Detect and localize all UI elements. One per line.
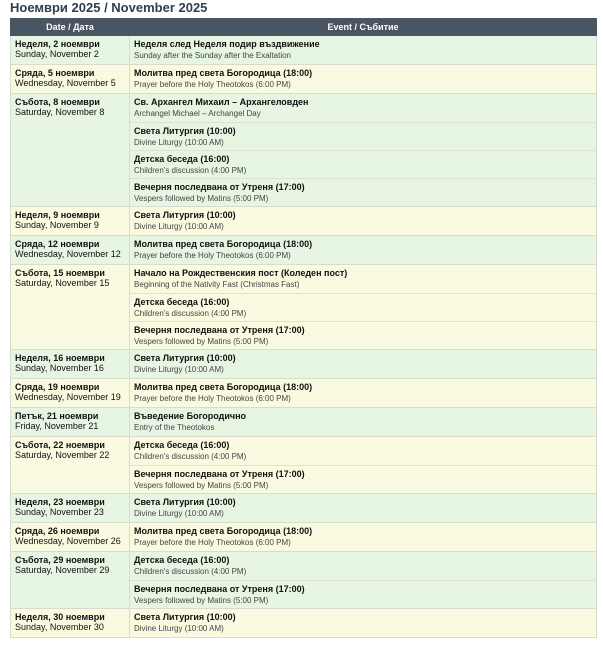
event-title-en: Entry of the Theotokos (134, 423, 215, 432)
event-item (130, 350, 596, 378)
table-row (11, 265, 597, 350)
date-cell (11, 408, 130, 437)
event-title-en: Children's discussion (4:00 PM) (134, 567, 247, 576)
table-row (11, 379, 597, 408)
event-title-bg: Неделя след Неделя подир въздвижение (134, 39, 320, 49)
date-bg: Събота, 15 ноември (15, 268, 105, 278)
table-row (11, 94, 597, 207)
event-title-bg: Света Литургия (10:00) (134, 126, 236, 136)
event-cell (130, 207, 597, 236)
date-en: Saturday, November 29 (15, 565, 110, 575)
event-item (130, 465, 596, 493)
date-en: Wednesday, November 5 (15, 78, 116, 88)
date-bg: Събота, 22 ноември (15, 440, 105, 450)
date-en: Wednesday, November 26 (15, 536, 121, 546)
table-row (11, 65, 597, 94)
date-en: Saturday, November 22 (15, 450, 110, 460)
date-bg: Неделя, 2 ноември (15, 39, 100, 49)
event-item (130, 494, 596, 522)
event-title-bg: Вечерня последвана от Утреня (17:00) (134, 325, 305, 335)
date-bg: Събота, 8 ноември (15, 97, 100, 107)
event-item (130, 236, 596, 264)
event-item (130, 609, 596, 637)
event-title-en: Sunday after the Sunday after the Exaltation (134, 51, 291, 60)
event-title-bg: Молитва пред света Богородица (18:00) (134, 239, 313, 249)
event-title-bg: Молитва пред света Богородица (18:00) (134, 526, 313, 536)
event-title-en: Children's discussion (4:00 PM) (134, 309, 247, 318)
event-item (130, 207, 596, 235)
date-bg: Събота, 29 ноември (15, 555, 105, 565)
event-cell (130, 265, 597, 350)
date-cell (11, 609, 130, 638)
date-bg: Неделя, 23 ноември (15, 497, 105, 507)
event-cell (130, 552, 597, 609)
date-cell (11, 236, 130, 265)
event-title-bg: Вечерня последвана от Утреня (17:00) (134, 469, 305, 479)
event-cell (130, 36, 597, 65)
event-cell (130, 350, 597, 379)
event-title-en: Prayer before the Holy Theotokos (6:00 PM) (134, 251, 291, 260)
event-title-en: Divine Liturgy (10:00 AM) (134, 365, 224, 374)
table-row (11, 437, 597, 494)
event-title-en: Children's discussion (4:00 PM) (134, 166, 247, 175)
table-body (11, 36, 597, 638)
table-row (11, 552, 597, 609)
event-title-bg: Света Литургия (10:00) (134, 612, 236, 622)
schedule-table-wrapper (10, 18, 596, 638)
date-cell (11, 552, 130, 609)
date-en: Sunday, November 16 (15, 363, 104, 373)
date-en: Sunday, November 23 (15, 507, 104, 517)
event-item (130, 523, 596, 551)
table-row (11, 523, 597, 552)
event-title-bg: Света Литургия (10:00) (134, 210, 236, 220)
page-title: Ноември 2025 / November 2025 (10, 0, 208, 15)
event-title-bg: Вечерня последвана от Утреня (17:00) (134, 182, 305, 192)
date-cell (11, 437, 130, 494)
date-en: Saturday, November 8 (15, 107, 105, 117)
event-title-en: Prayer before the Holy Theotokos (6:00 PM) (134, 80, 291, 89)
date-column-header: Date / Дата (11, 19, 130, 36)
date-bg: Неделя, 16 ноември (15, 353, 105, 363)
event-cell (130, 523, 597, 552)
event-item (130, 437, 596, 465)
event-cell (130, 379, 597, 408)
date-bg: Сряда, 26 ноември (15, 526, 100, 536)
event-title-en: Divine Liturgy (10:00 AM) (134, 138, 224, 147)
date-en: Sunday, November 2 (15, 49, 99, 59)
event-title-en: Prayer before the Holy Theotokos (6:00 PM) (134, 394, 291, 403)
event-cell (130, 408, 597, 437)
date-en: Sunday, November 9 (15, 220, 99, 230)
event-title-bg: Света Литургия (10:00) (134, 353, 236, 363)
event-title-bg: Св. Архангел Михаил – Архангеловден (134, 97, 309, 107)
event-title-en: Divine Liturgy (10:00 AM) (134, 222, 224, 231)
date-cell (11, 379, 130, 408)
event-item (130, 293, 596, 321)
date-cell (11, 265, 130, 350)
event-cell (130, 609, 597, 638)
event-title-bg: Молитва пред света Богородица (18:00) (134, 382, 313, 392)
table-header-row (11, 19, 597, 36)
event-item (130, 122, 596, 150)
table-row (11, 408, 597, 437)
event-item (130, 379, 596, 407)
event-cell (130, 65, 597, 94)
event-item (130, 178, 596, 206)
date-bg: Неделя, 30 ноември (15, 612, 105, 622)
event-title-bg: Детска беседа (16:00) (134, 297, 230, 307)
event-title-bg: Въведение Богородично (134, 411, 247, 421)
event-item (130, 580, 596, 608)
date-en: Wednesday, November 12 (15, 249, 121, 259)
event-title-bg: Вечерня последвана от Утреня (17:00) (134, 584, 305, 594)
event-item (130, 552, 596, 580)
date-bg: Сряда, 5 ноември (15, 68, 95, 78)
event-column-header: Event / Събитие (130, 19, 597, 36)
event-cell (130, 94, 597, 207)
event-title-en: Divine Liturgy (10:00 AM) (134, 509, 224, 518)
table-row (11, 236, 597, 265)
date-cell (11, 350, 130, 379)
event-item (130, 408, 596, 436)
date-cell (11, 65, 130, 94)
event-title-bg: Детска беседа (16:00) (134, 440, 230, 450)
event-item (130, 150, 596, 178)
date-bg: Неделя, 9 ноември (15, 210, 100, 220)
event-cell (130, 494, 597, 523)
date-en: Saturday, November 15 (15, 278, 110, 288)
date-bg: Сряда, 12 ноември (15, 239, 100, 249)
event-title-bg: Детска беседа (16:00) (134, 555, 230, 565)
event-item (130, 321, 596, 349)
table-row (11, 207, 597, 236)
event-cell (130, 236, 597, 265)
event-item (130, 265, 596, 293)
date-cell (11, 94, 130, 207)
event-title-bg: Света Литургия (10:00) (134, 497, 236, 507)
event-cell (130, 437, 597, 494)
date-cell (11, 494, 130, 523)
date-en: Friday, November 21 (15, 421, 99, 431)
table-row (11, 36, 597, 65)
table-row (11, 494, 597, 523)
date-en: Sunday, November 30 (15, 622, 104, 632)
event-title-bg: Начало на Рождественския пост (Коледен пост) (134, 268, 348, 278)
event-title-en: Vespers followed by Matins (5:00 PM) (134, 194, 269, 203)
event-item (130, 65, 596, 93)
schedule-table (10, 18, 597, 638)
event-title-en: Beginning of the Nativity Fast (Christmas Fast) (134, 280, 300, 289)
date-cell (11, 36, 130, 65)
date-cell (11, 207, 130, 236)
table-row (11, 609, 597, 638)
date-cell (11, 523, 130, 552)
date-bg: Сряда, 19 ноември (15, 382, 100, 392)
table-row (11, 350, 597, 379)
event-title-en: Children's discussion (4:00 PM) (134, 452, 247, 461)
event-title-en: Archangel Michael – Archangel Day (134, 109, 261, 118)
date-en: Wednesday, November 19 (15, 392, 121, 402)
event-title-en: Divine Liturgy (10:00 AM) (134, 624, 224, 633)
date-bg: Петък, 21 ноември (15, 411, 99, 421)
event-title-en: Vespers followed by Matins (5:00 PM) (134, 596, 269, 605)
event-item (130, 36, 596, 64)
event-title-bg: Детска беседа (16:00) (134, 154, 230, 164)
event-title-en: Vespers followed by Matins (5:00 PM) (134, 337, 269, 346)
event-title-en: Vespers followed by Matins (5:00 PM) (134, 481, 269, 490)
event-title-en: Prayer before the Holy Theotokos (6:00 PM) (134, 538, 291, 547)
event-title-bg: Молитва пред света Богородица (18:00) (134, 68, 313, 78)
event-item (130, 94, 596, 122)
